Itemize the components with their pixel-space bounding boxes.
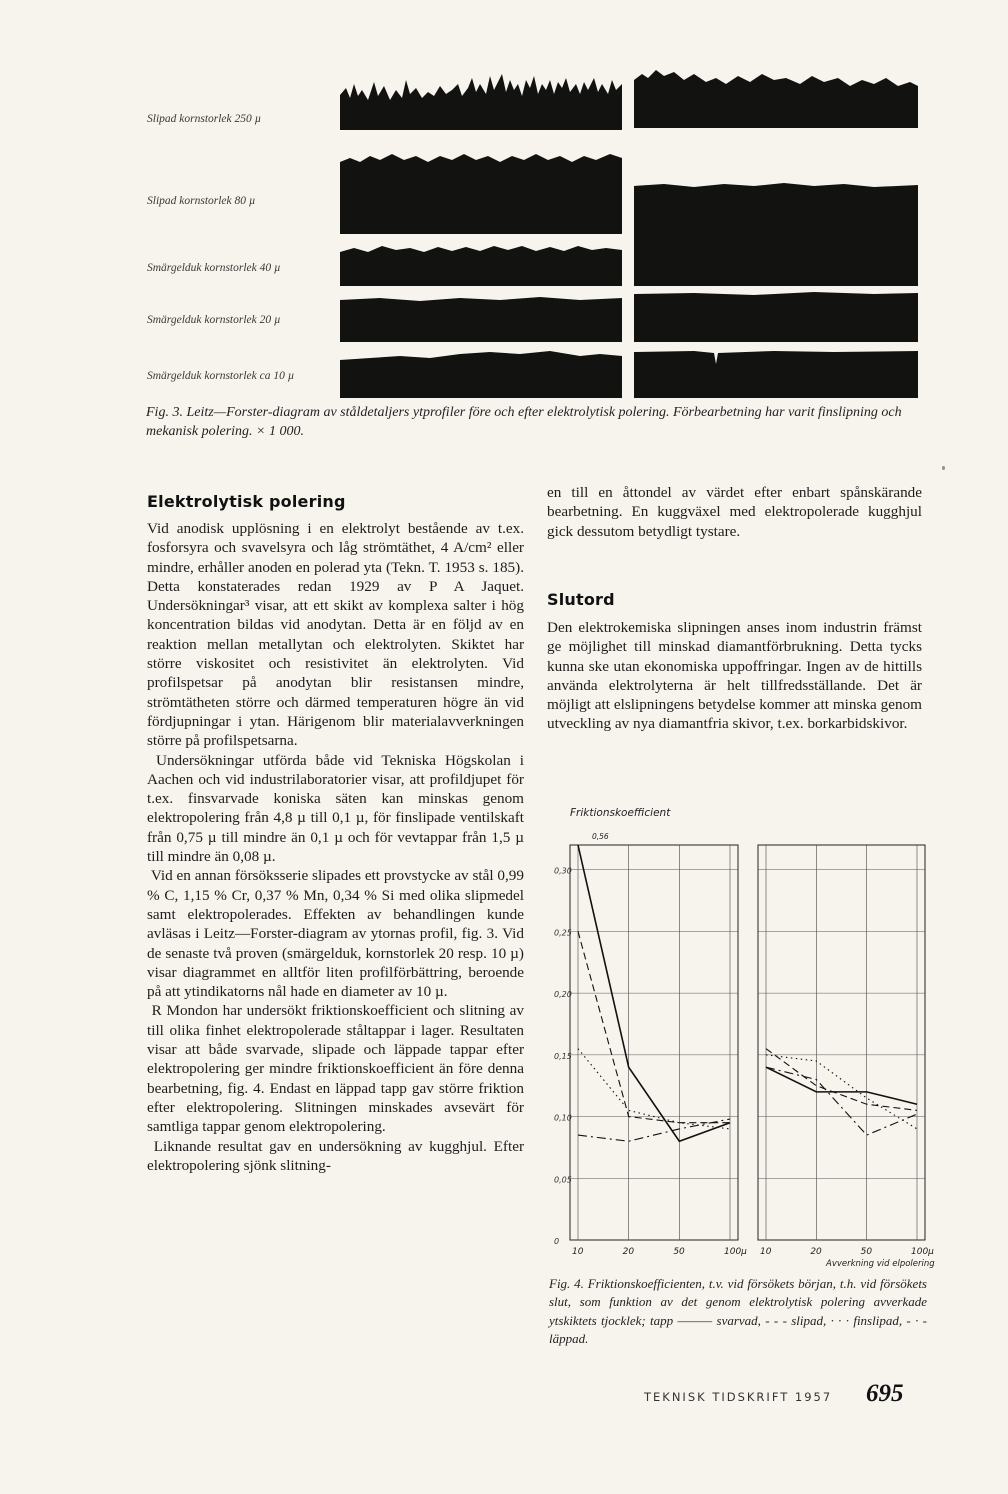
x-tick-label: 50 — [860, 1247, 873, 1257]
fig3-caption: Fig. 3. Leitz—Forster-diagram av ståldetaljers ytprofiler före och efter elektrolytisk polering. Förbearbetning har varit finslipning och mekanisk polering. × 1 000. — [146, 405, 902, 439]
panel-frame — [758, 845, 925, 1240]
heading-slutord: Slutord — [547, 590, 615, 609]
y-tick-label: 0 — [554, 1237, 560, 1246]
x-tick-label: 100µ — [724, 1247, 747, 1257]
fig4-caption: Fig. 4. Friktionskoefficienten, t.v. vid försökets början, t.h. vid försökets slut, som funktion av det genom elektrolytisk polering avverkade ytskiktets tjocklek; tapp ——— svarvad, - - - slipad, · · · finslipad, - · - läppad. — [549, 1276, 927, 1346]
profile-before-20 — [340, 294, 622, 342]
series-line-finslipad — [578, 1049, 730, 1129]
x-axis-label: Avverkning vid elpolering — [826, 1259, 935, 1269]
x-tick-label: 50 — [673, 1247, 685, 1257]
y-tick-label: 0,25 — [554, 928, 572, 938]
x-tick-label: 10 — [760, 1247, 772, 1257]
series-line-slipad — [578, 931, 730, 1122]
y-tick-label: 0,30 — [554, 866, 572, 876]
x-tick-label: 20 — [622, 1247, 635, 1257]
heading-elektrolytisk-polering: Elektrolytisk polering — [147, 492, 346, 511]
fig3-row-label: Slipad kornstorlek 250 µ — [147, 113, 262, 125]
series-line-slipad — [766, 1049, 917, 1111]
right-column-text-slutord: Den elektrokemiska slipningen anses inom industrin främst ge möjlighet till minskad diamantförbrukning. Detta tycks kunna ske utan ekonomiska uppoffringar. Ingen av de hittills använda elektrolyterna är helt tillfredsställande. Det är möjligt att elslipningens betydelse kommer att minska genom utveckling av nya diamantfria skivor, t.ex. borkarbidskivor. — [547, 619, 926, 733]
y-tick-label: 0,15 — [554, 1051, 572, 1061]
page-number: 695 — [866, 1380, 904, 1407]
profile-after-40 — [634, 234, 918, 286]
left-column-text: Vid anodisk upplösning i en elektrolyt bestående av t.ex. fosforsyra och svavelsyra och låg strömtäthet, 4 A/cm² eller mindre, erhåller anoden en polerad yta (Tekn. T. 1953 s. 185). Detta konstaterades redan 1929 av P A Jaquet. Undersökningar³ visar, att ett skikt av komplexa salter i hög koncentration bildas vid anodytan. Detta är en följd av en reaktion mellan metallytan och elektrolyten. Skiktet har större viskositet och resistivitet än elektrolyten. Vid profilspetsar på anodytan blir resistansen mindre, strömtätheten större och därmed temperaturen högre än vid fördjupningar i ytan. Härigenom blir materialavverkningen större på profilspetsarna. Undersökningar utförda både vid Tekniska Högskolan i Aachen och vid industrilaboratorier visar, att profildjupet för t.ex. finsvarvade koniska säten kan minskas genom elektropolering från 4,8 µ till 0,1 µ, för finslipade ventilskaft från 0,75 µ till mindre än 0,1 µ och för vevtappar från 1,5 µ till mindre än 0,08 µ. Vid en annan försöksserie slipades ett provstycke av stål 0,99 % C, 1,15 % Cr, 0,37 % Mn, 0,34 % Si med olika slipmedel samt elektropolerades. Effekten av behandlingen kunde avläsas i Leitz—Forster-diagram av ytornas profil, fig. 3. Vid de senaste två proven (smärgelduk, kornstorlek 20 resp. 10 µ) visar diagrammet en alltför liten profilförbättring, beroende på att ytindikatorns nål hade en diameter av 10 µ. R Mondon har undersökt friktionskoefficient och slitning av till olika finhet elektropolerade ståltappar i lager. Resultaten visar att både svarvade, slipade och läppade tappar efter elektropolering ger mindre friktionskoefficient än före denna bearbetning, fig. 4. Endast en läppad tapp gav större friktion efter elektropolering. Slitningen minskades avsevärt för samtliga tappar genom elektropolering. Liknande resultat gav en undersökning av kugghjul. Efter elektropolering sjönk slitning- — [147, 520, 525, 1174]
profile-after-80 — [634, 180, 918, 234]
print-speck — [942, 466, 945, 470]
profile-before-80 — [340, 148, 622, 234]
profile-before-40 — [340, 242, 622, 286]
y-tick-label: 0,05 — [554, 1175, 572, 1185]
y-tick-label: 0,10 — [554, 1113, 572, 1123]
profile-after-10 — [634, 346, 918, 398]
fig3-row-label: Slipad kornstorlek 80 µ — [147, 195, 256, 207]
profile-after-20 — [634, 290, 918, 342]
x-tick-label: 20 — [810, 1247, 822, 1257]
profile-after-250 — [634, 62, 918, 128]
fig3-row-label: Smärgelduk kornstorlek ca 10 µ — [147, 370, 295, 382]
x-tick-label: 10 — [572, 1247, 584, 1257]
figure-4-chart — [548, 800, 938, 1275]
series-line-läppad — [766, 1067, 917, 1135]
panel-frame — [570, 845, 738, 1240]
x-tick-label: 100µ — [911, 1247, 934, 1257]
profile-before-250 — [340, 70, 622, 130]
friction-chart-svg — [548, 800, 938, 1275]
fig3-row-label: Smärgelduk kornstorlek 20 µ — [147, 314, 281, 326]
off-scale-label: 0,56 — [592, 832, 609, 841]
y-tick-label: 0,20 — [554, 990, 572, 1000]
y-axis-label: Friktionskoefficient — [570, 807, 671, 819]
journal-footer: TEKNISK TIDSKRIFT 1957 — [644, 1390, 833, 1404]
fig3-row-label: Smärgelduk kornstorlek 40 µ — [147, 262, 281, 274]
profile-before-10 — [340, 346, 622, 398]
right-column-text-top: en till en åttondel av värdet efter enbart spånskärande bearbetning. En kuggväxel med elektropolerade kugghjul gick dessutom betydligt tystare. — [547, 484, 926, 540]
